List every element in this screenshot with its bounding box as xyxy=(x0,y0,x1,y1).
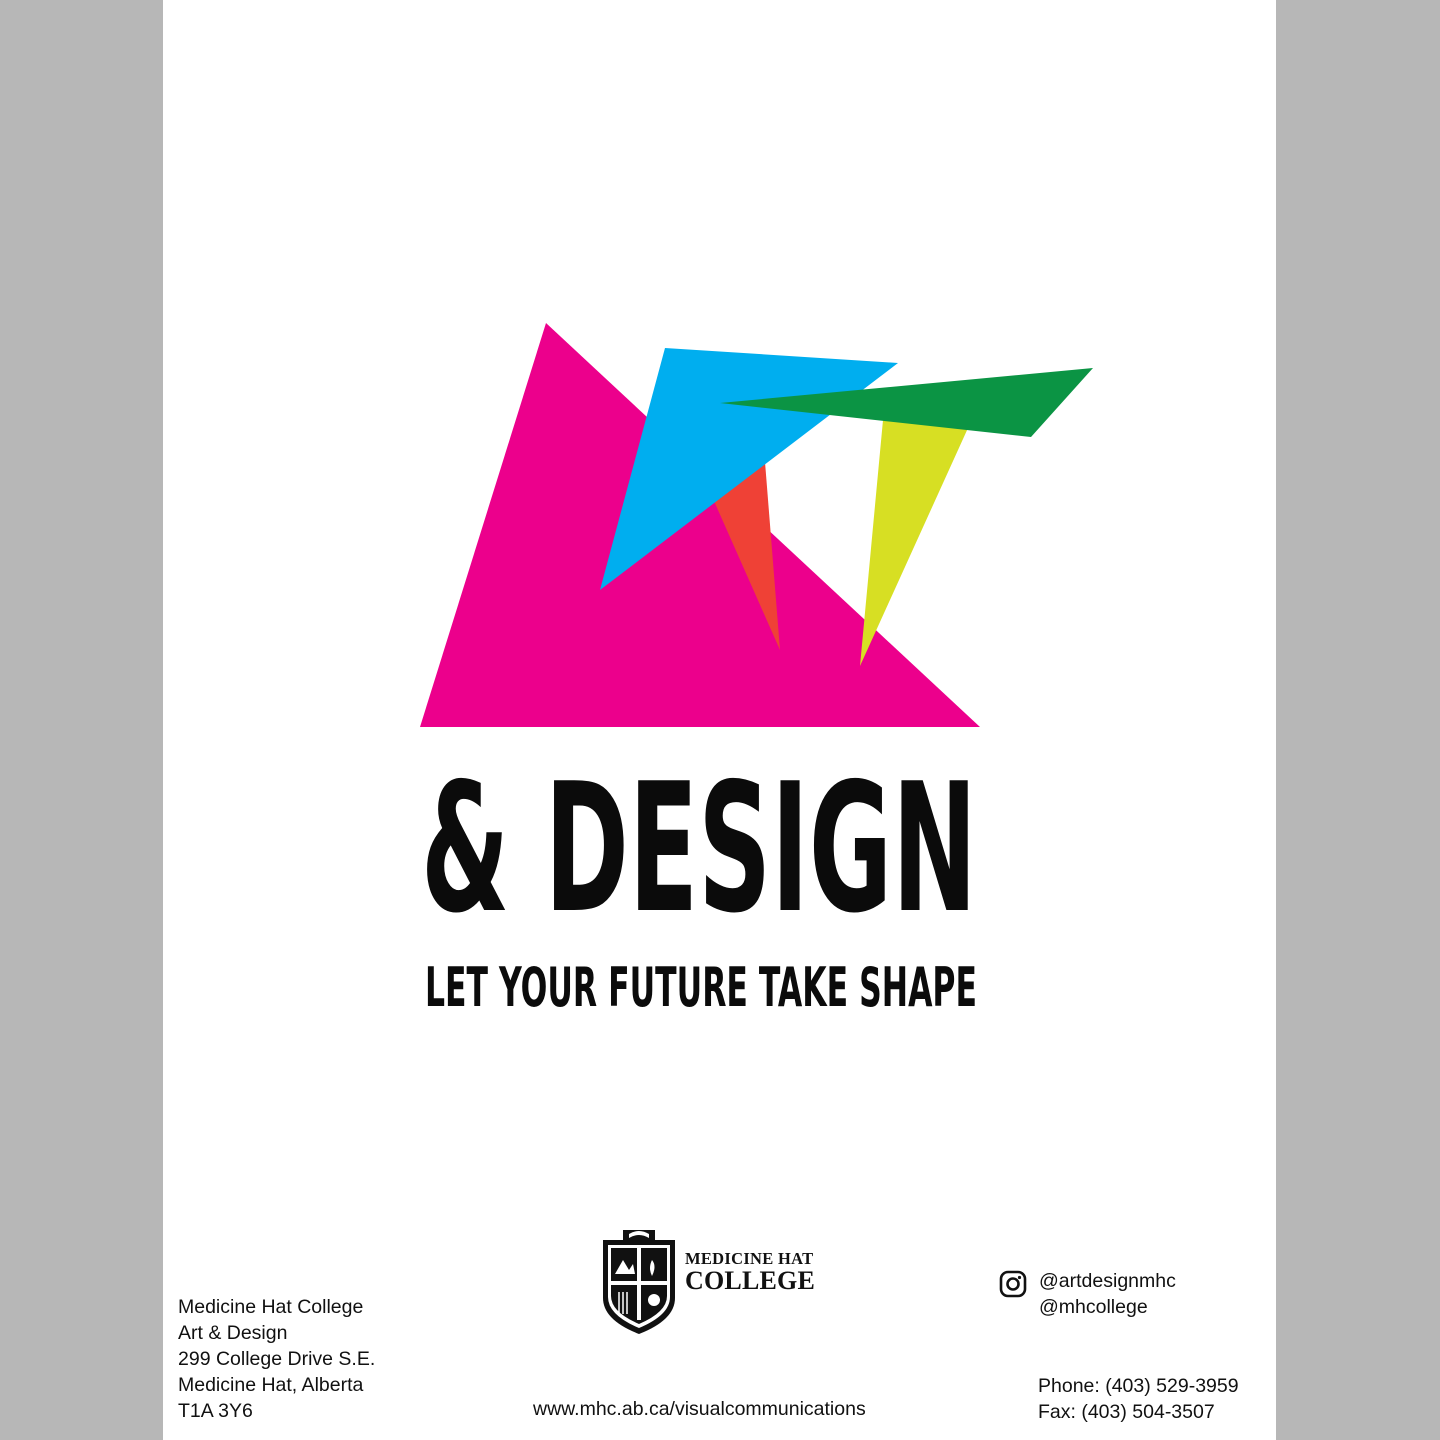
college-name-line2: COLLEGE xyxy=(685,1266,815,1295)
lime-triangle-shape xyxy=(860,420,968,666)
college-logo xyxy=(599,1226,849,1336)
instagram-icon[interactable] xyxy=(999,1270,1027,1298)
college-name xyxy=(685,1250,815,1294)
social-block xyxy=(999,1268,1259,1328)
website-link[interactable]: www.mhc.ab.ca/visualcommunications xyxy=(533,1398,866,1420)
address-line: Art & Design xyxy=(178,1322,288,1344)
crest-icon xyxy=(599,1226,679,1336)
contact-block xyxy=(1038,1373,1239,1425)
college-name-line1: MEDICINE HAT xyxy=(685,1249,814,1268)
art-shapes-logo xyxy=(163,0,1276,760)
headline xyxy=(421,745,981,952)
headline-text: & DESIGN xyxy=(421,745,977,952)
social-handle[interactable]: @mhcollege xyxy=(1039,1296,1148,1318)
tagline xyxy=(421,950,981,1020)
tagline-text: LET YOUR FUTURE TAKE SHAPE xyxy=(425,956,977,1019)
address-line: T1A 3Y6 xyxy=(178,1400,253,1422)
social-handles xyxy=(1039,1268,1176,1320)
address-block xyxy=(178,1294,375,1424)
social-handle[interactable]: @artdesignmhc xyxy=(1039,1270,1176,1292)
phone-number: Phone: (403) 529-3959 xyxy=(1038,1375,1239,1397)
address-line: Medicine Hat College xyxy=(178,1296,364,1318)
address-line: 299 College Drive S.E. xyxy=(178,1348,376,1370)
fax-number: Fax: (403) 504-3507 xyxy=(1038,1401,1215,1423)
address-line: Medicine Hat, Alberta xyxy=(178,1374,364,1396)
poster-page xyxy=(163,0,1276,1440)
